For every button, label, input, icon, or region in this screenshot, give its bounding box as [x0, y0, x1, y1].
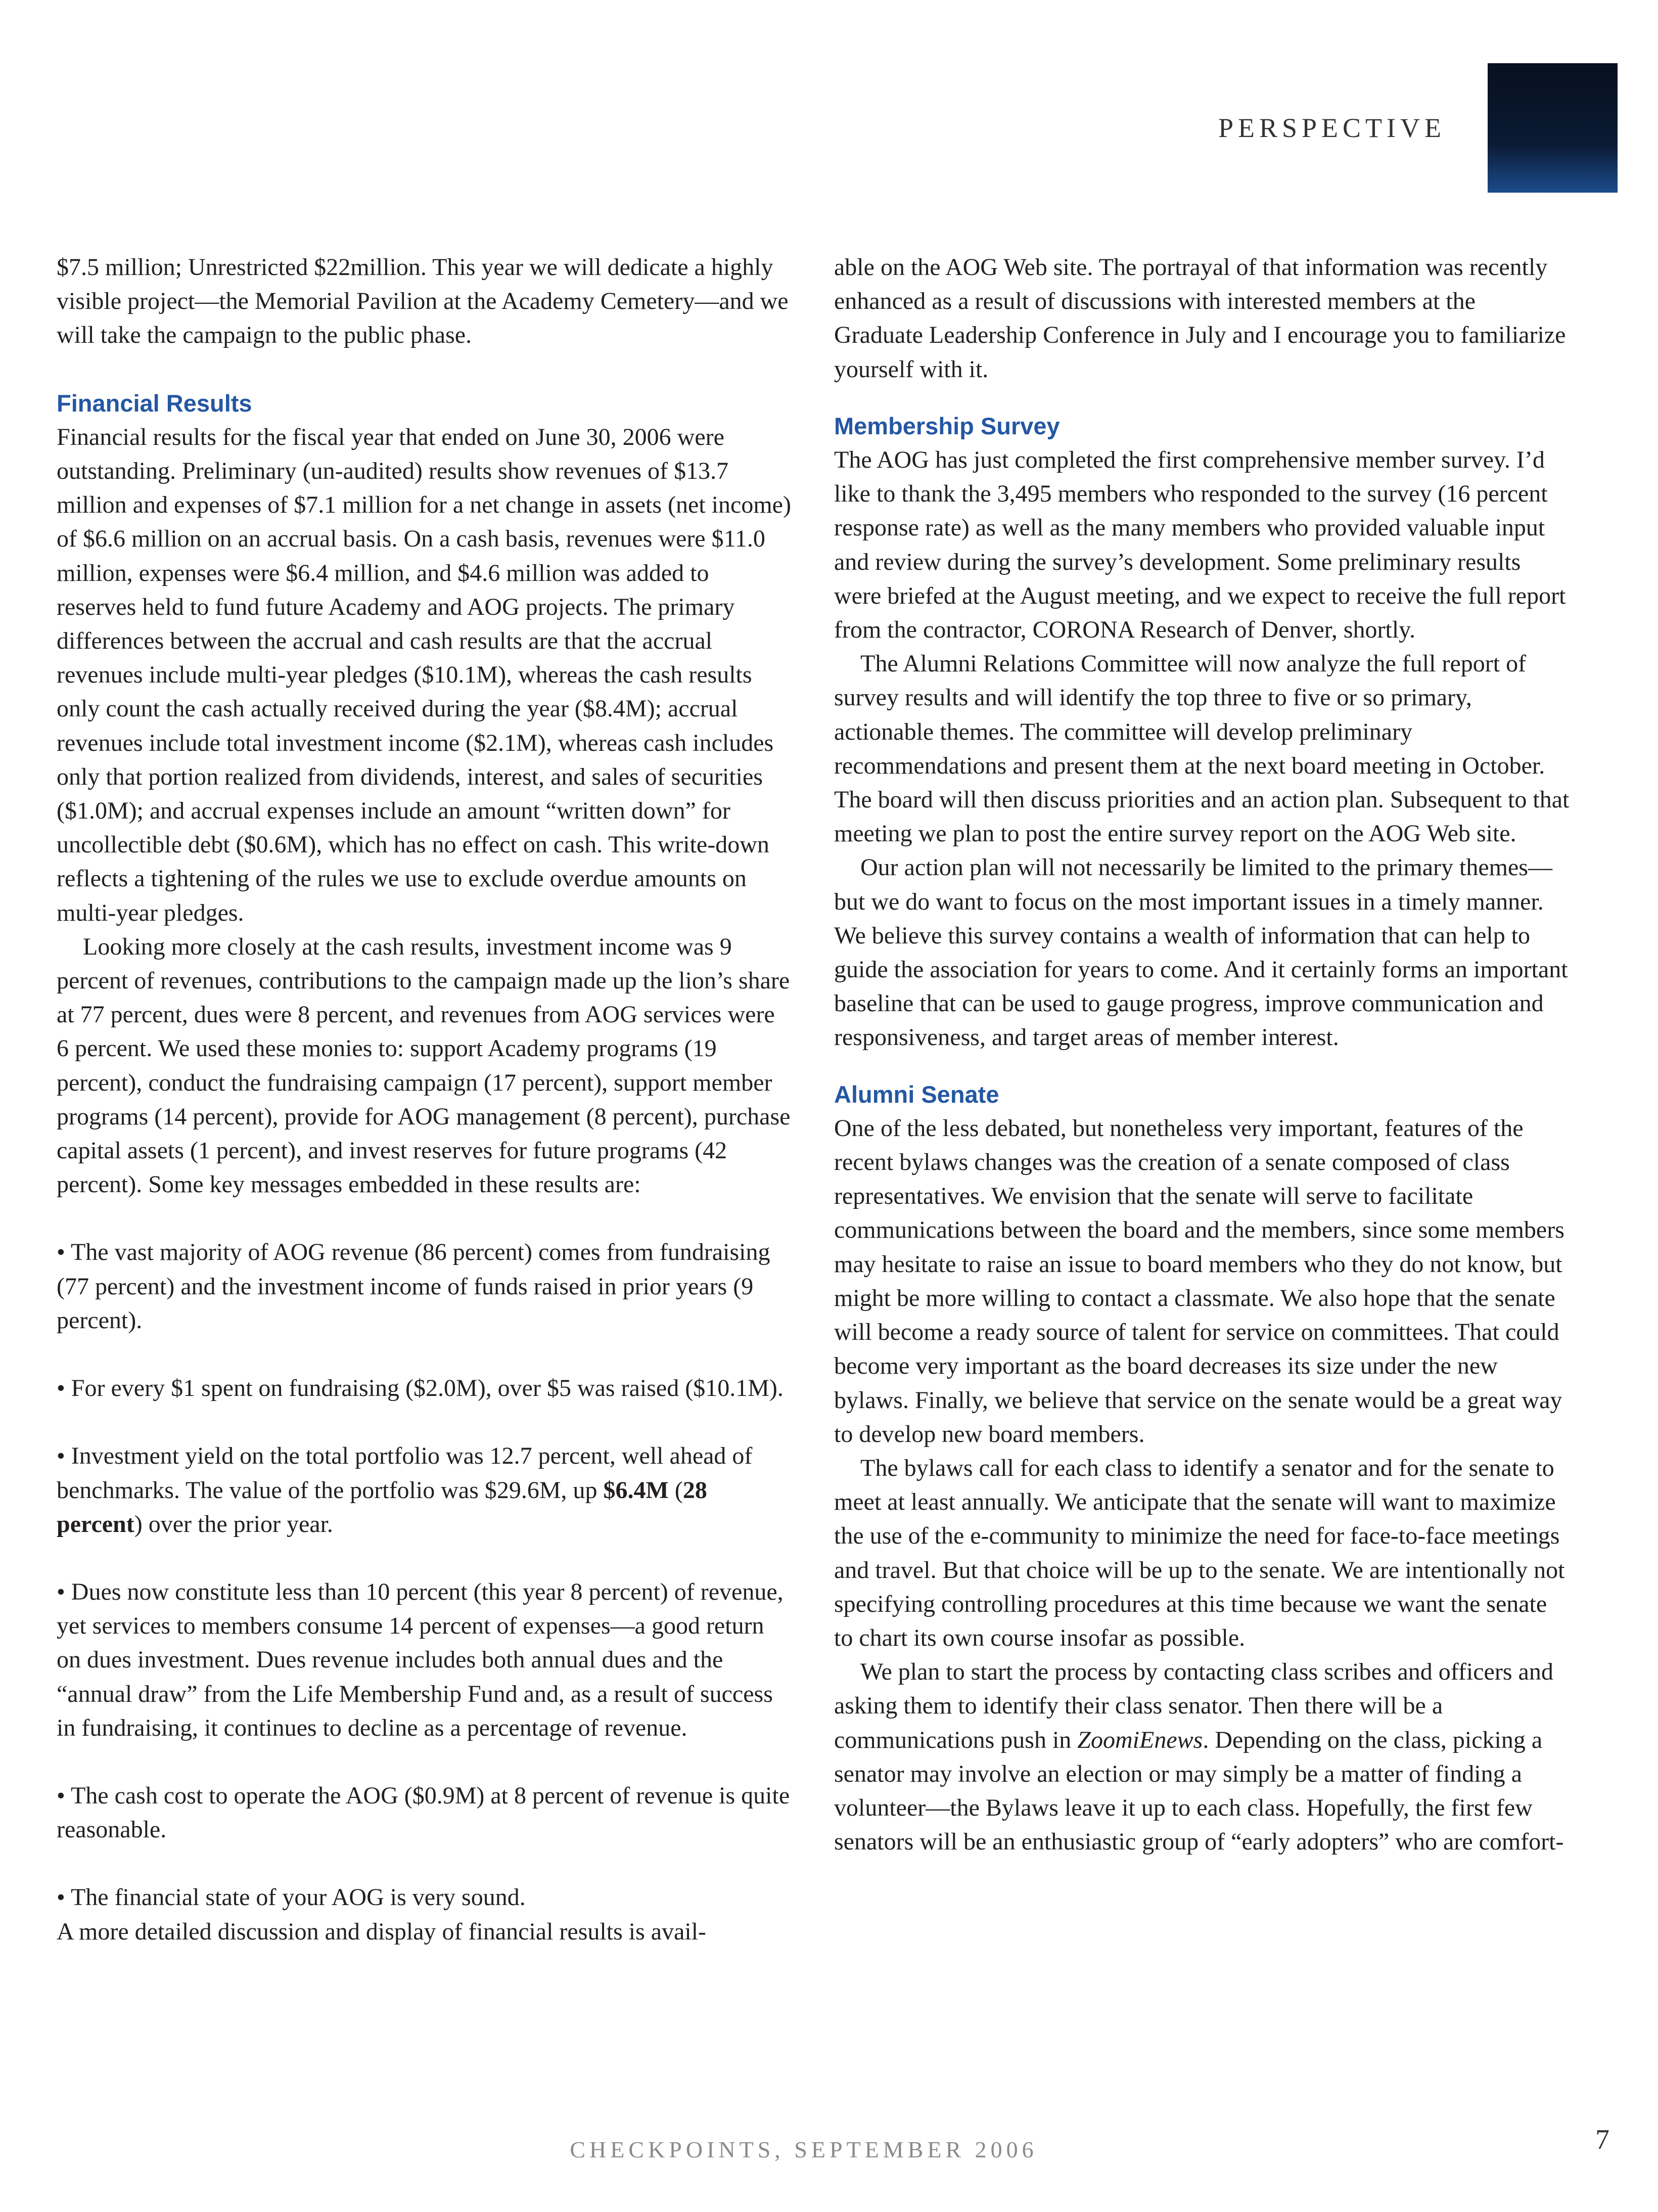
bullet-financial-state: • The financial state of your AOG is very sound. — [57, 1884, 526, 1911]
intro-paragraph: $7.5 million; Unrestricted $22million. This year we will dedicate a highly visible project—the Memorial Pavilion at the Academy Cemetery—and we will take the campaign to the public phase. — [57, 254, 789, 349]
alumni-senate-heading: Alumni Senate — [834, 1080, 999, 1108]
survey-paragraph-1: The AOG has just completed the first comprehensive member survey. I’d like to thank the 3,495 members who responded to the survey (16 percent response rate) as well as the many members who provided valuable input and review during the survey’s development. Some preliminary results were briefed at the August meeting, and we expect to receive the full report from the contractor, CORONA Research of Denver, shortly. — [834, 446, 1566, 644]
bullet-revenue-sources: • The vast majority of AOG revenue (86 percent) comes from fundraising (77 percent) and the investment income of funds raised in prior years (9 percent). — [57, 1239, 770, 1334]
senate-paragraph-2: The bylaws call for each class to identify a senator and for the senate to meet at least annually. We anticipate that the senate will want to maximize the use of the e-community to minimize the need for face-to-face meetings and travel. But that choice will be up to the senate. We are intentionally not specifying controlling procedures at this time because we want the senate to chart its own course insofar as possible. — [834, 1454, 1565, 1651]
right-column — [834, 250, 1570, 1859]
survey-paragraph-2: The Alumni Relations Committee will now analyze the full report of survey results and will identify the top three to five or so primary, actionable themes. The committee will develop preliminary recommendations and present them at the next board meeting in October. The board will then discuss priorities and an action plan. Subsequent to that meeting we plan to post the entire survey report on the AOG Web site. — [834, 650, 1570, 847]
bullet-operating-cost: • The cash cost to operate the AOG ($0.9M) at 8 percent of revenue is quite reasonable. — [57, 1782, 790, 1843]
bullet-investment-amount: $6.4M — [603, 1476, 669, 1504]
financial-paragraph-1: Financial results for the fiscal year that ended on June 30, 2006 were outstanding. Preliminary (un-audited) results show revenues of $13.7 million and expenses of $7.1 million for a net change in assets (net income) of $6.6 million on an accrual basis. On a cash basis, revenues were $11.0 million, expenses were $6.4 million, and $4.6 million was added to reserves held to fund future Academy and AOG projects. The primary differences between the accrual and cash results are that the accrual revenues include multi-year pledges ($10.1M), whereas the cash results only count the cash actually received during the year ($8.4M); accrual revenues include total investment income ($2.1M), whereas cash includes only that portion realized from dividends, interest, and sales of securities ($1.0M); and accrual expenses include an amount “written down” for uncollectible debt ($0.6M), which has no effect on cash. This write-down reflects a tightening of the rules we use to exclude overdue amounts on multi-year pledges. — [57, 423, 791, 926]
header-color-block — [1488, 63, 1618, 193]
financial-results-heading: Financial Results — [57, 389, 252, 417]
closing-paragraph: A more detailed discussion and display of financial results is avail- — [57, 1918, 707, 1945]
survey-paragraph-3: Our action plan will not necessarily be limited to the primary themes—but we do want to focus on the most important issues in a timely manner. We believe this survey contains a wealth of information that can help to guide the association for years to come. And it certainly forms an important baseline that can be used to gauge progress, improve communication and responsiveness, and target areas of member interest. — [834, 854, 1568, 1051]
membership-survey-heading: Membership Survey — [834, 412, 1060, 439]
bullet-investment-percent: 28 percent — [57, 1476, 707, 1538]
bullet-investment-text: • Investment yield on the total portfolio was 12.7 percent, well ahead of benchmarks. The value of the portfolio was $29.6M, up — [57, 1442, 753, 1504]
bullet-investment-yield — [57, 1439, 792, 1541]
financial-paragraph-2: Looking more closely at the cash results, investment income was 9 percent of revenues, contributions to the campaign made up the lion’s share at 77 percent, dues were 8 percent, and revenues from AOG services were 6 percent. We used these monies to: support Academy programs (19 percent), conduct the fundraising campaign (17 percent), support member programs (14 percent), provide for AOG management (8 percent), purchase capital assets (1 percent), and invest reserves for future programs (42 percent). Some key messages embedded in these results are: — [57, 933, 791, 1198]
bullet-investment-tail: ) over the prior year. — [134, 1510, 333, 1538]
senate-p3-tail: . Depending on the class, picking a senator may involve an election or may simply be a matter of finding a volunteer—the Bylaws leave it up to each class. Hopefully, the first few senators will be an enthusiastic group of “early adopters” who are comfort- — [834, 1726, 1564, 1856]
senate-p3-text: We plan to start the process by contacting class scribes and officers and asking them to identify their class senator. Then there will be a communications push in — [834, 1658, 1553, 1753]
section-label: PERSPECTIVE — [1218, 113, 1446, 143]
zoomienews-title: ZoomiEnews — [1077, 1726, 1203, 1753]
bullet-investment-paren: ( — [668, 1476, 683, 1504]
bullet-fundraising-ratio: • For every $1 spent on fundraising ($2.0M), over $5 was raised ($10.1M). — [57, 1375, 784, 1402]
left-column — [57, 250, 792, 1949]
page-number: 7 — [1595, 2124, 1609, 2155]
footer-publication: CHECKPOINTS, SEPTEMBER 2006 — [570, 2137, 1038, 2162]
senate-paragraph-3 — [834, 1655, 1570, 1859]
continuation-paragraph: able on the AOG Web site. The portrayal of that information was recently enhanced as a result of discussions with interested members at the Graduate Leadership Conference in July and I encourage you to familiarize yourself with it. — [834, 254, 1566, 383]
senate-paragraph-1: One of the less debated, but nonetheless very important, features of the recent bylaws changes was the creation of a senate composed of class representatives. We envision that the senate will serve to facilitate communications between the board and the members, since some members may hesitate to raise an issue to board members who they do not know, but might be more willing to contact a classmate. We also hope that the senate will become a ready source of talent for service on committees. That could become very important as the board decreases its size under the new bylaws. Finally, we believe that service on the senate would be a great way to develop new board members. — [834, 1114, 1564, 1448]
bullet-dues: • Dues now constitute less than 10 percent (this year 8 percent) of revenue, yet services to members consume 14 percent of expenses—a good return on dues investment. Dues revenue includes both annual dues and the “annual draw” from the Life Membership Fund and, as a result of success in fundraising, it continues to decline as a percentage of revenue. — [57, 1578, 784, 1741]
